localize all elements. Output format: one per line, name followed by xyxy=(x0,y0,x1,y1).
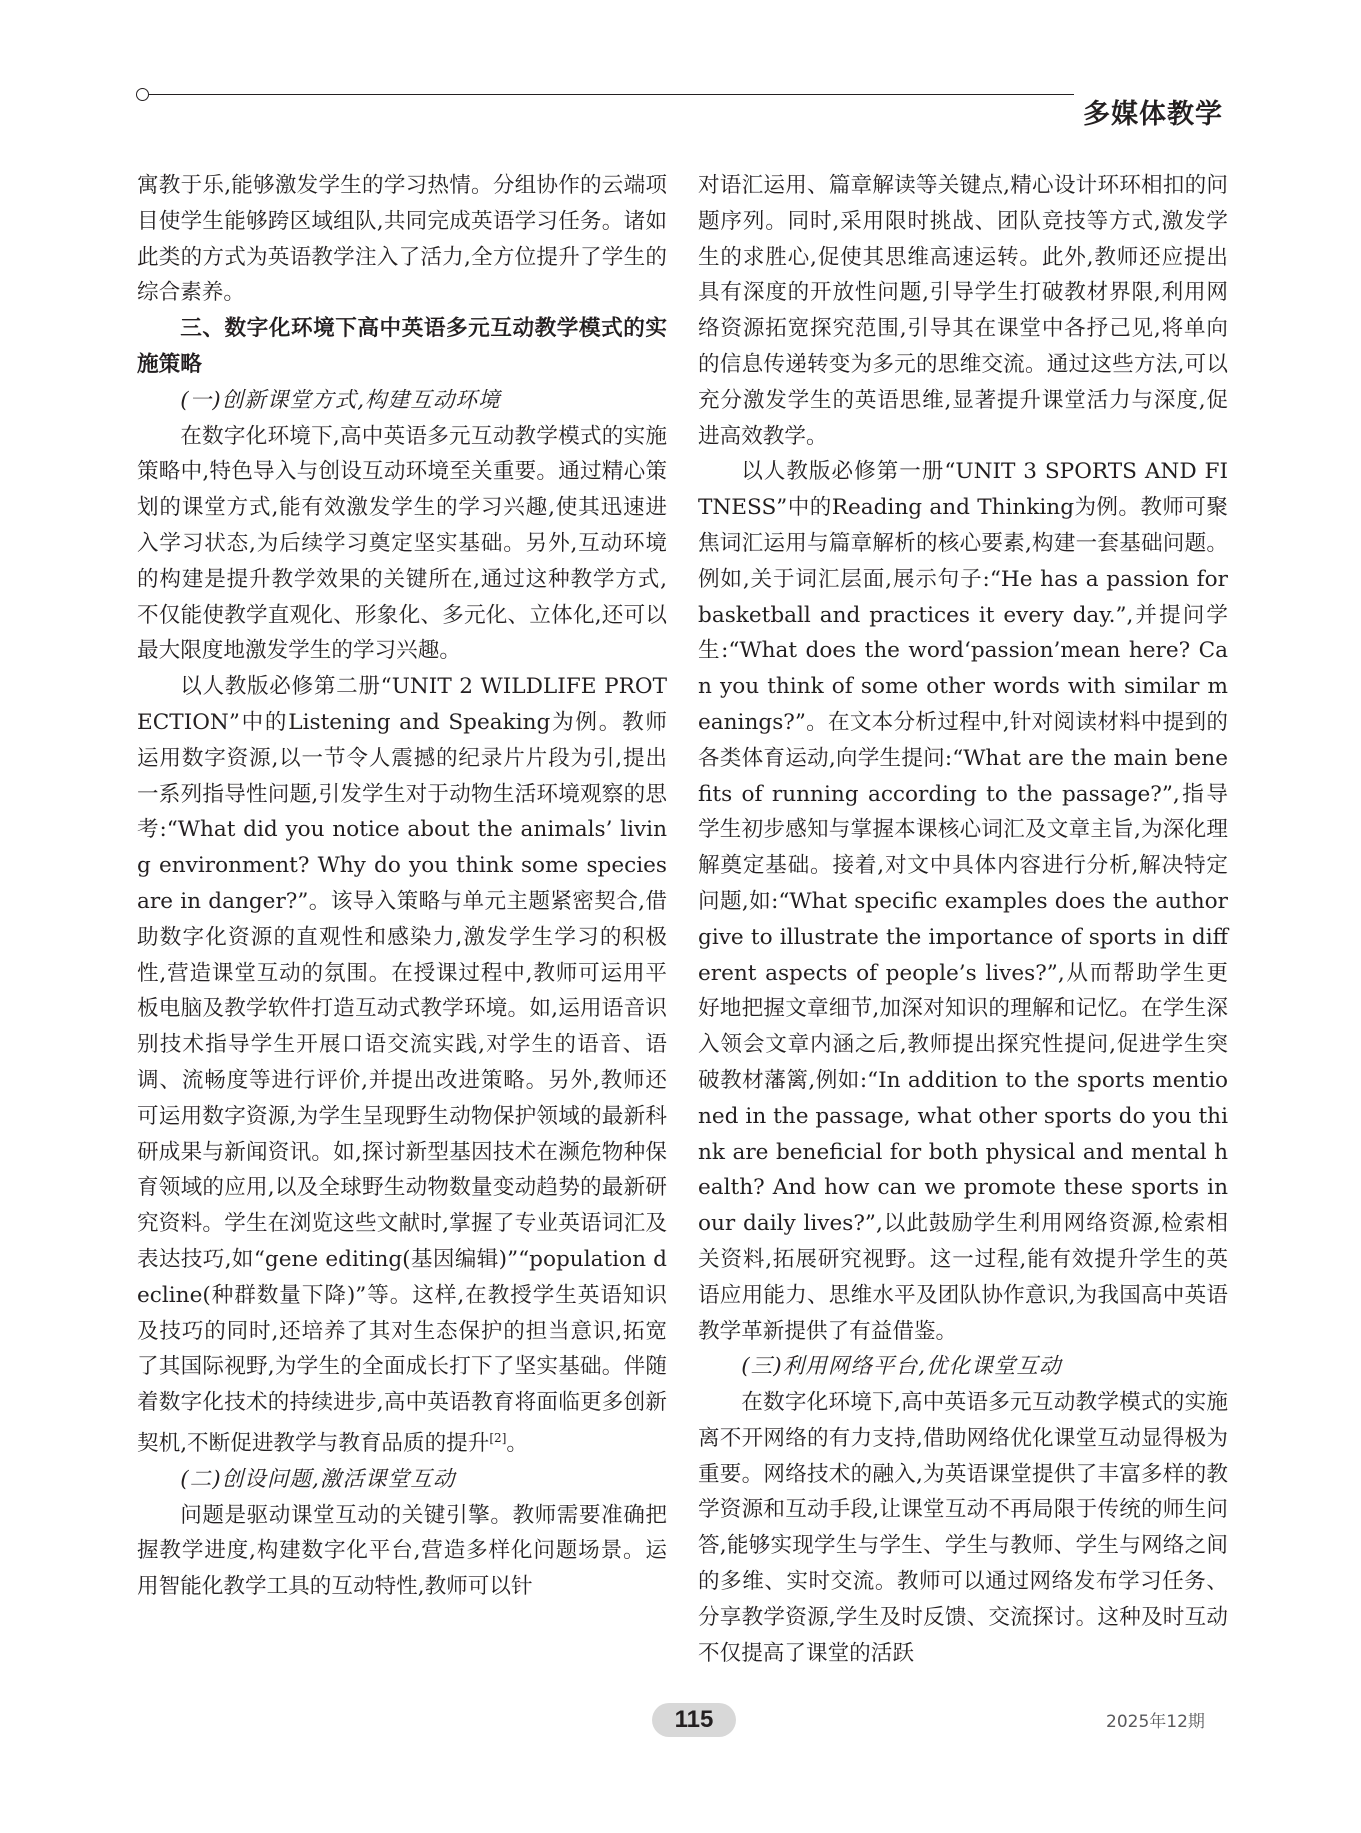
paragraph: 以人教版必修第一册“UNIT 3 SPORTS AND FITNESS”中的Reading and Thinking为例。教师可聚焦词汇运用与篇章解析的核心要素,构建一套基础问题。例如,关于词汇层面,展示句子:“He has a passion for basketball and practices it every day.”,并提问学生:“What does the word‘passion’mean here? Can you think of some other words with similar meanings?”。在文本分析过程中,针对阅读材料中提到的各类体育运动,向学生提问:“What are the main benefits of running according to the passage?”,指导学生初步感知与掌握本课核心词汇及文章主旨,为深化理解奠定基础。接着,对文中具体内容进行分析,解决特定问题,如:“What specific examples does the author give to illustrate the importance of sports in different aspects of people’s lives?”,从而帮助学生更好地把握文章细节,加深对知识的理解和记忆。在学生深入领会文章内涵之后,教师提出探究性提问,促进学生突破教材藩篱,例如:“In addition to the sports mentioned in the passage, what other sports do you think are beneficial for both physical and mental health? And how can we promote these sports in our daily lives?”,以此鼓励学生利用网络资源,检索相关资料,拓展研究视野。这一过程,能有效提升学生的英语应用能力、思维水平及团队协作意识,为我国高中英语教学革新提供了有益借鉴。 xyxy=(698,459,1228,1344)
section-heading: 三、数字化环境下高中英语多元互动教学模式的实施策略 xyxy=(137,316,667,377)
paragraph: 问题是驱动课堂互动的关键引擎。教师需要准确把握教学进度,构建数字化平台,营造多样化问题场景。运用智能化教学工具的互动特性,教师可以针 xyxy=(137,1502,667,1600)
paragraph-tail: 。 xyxy=(506,1431,528,1457)
subsection-heading: (三)利用网络平台,优化课堂互动 xyxy=(741,1354,1062,1380)
paragraph: 寓教于乐,能够激发学生的学习热情。分组协作的云端项目使学生能够跨区域组队,共同完成英语学习任务。诸如此类的方式为英语教学注入了活力,全方位提升了学生的综合素养。 xyxy=(137,173,667,306)
subsection-heading: (二)创设问题,激活课堂互动 xyxy=(180,1466,456,1492)
paragraph-text: 以人教版必修第二册“UNIT 2 WILDLIFE PROTECTION”中的Listening and Speaking为例。教师运用数字资源,以一节令人震撼的纪录片片段为引,提出一系列指导性问题,引发学生对于动物生活环境观察的思考:“What did you notice about the animals’ living environment? Why do you think some species are in danger?”。该导入策略与单元主题紧密契合,借助数字化资源的直观性和感染力,激发学生学习的积极性,营造课堂互动的氛围。在授课过程中,教师可运用平板电脑及教学软件打造互动式教学环境。如,运用语音识别技术指导学生开展口语交流实践,对学生的语音、语调、流畅度等进行评价,并提出改进策略。另外,教师还可运用数字资源,为学生呈现野生动物保护领域的最新科研成果与新闻资讯。如,探讨新型基因技术在濒危物种保育领域的应用,以及全球野生动物数量变动趋势的最新研究资料。学生在浏览这些文献时,掌握了专业英语词汇及表达技巧,如“gene editing(基因编辑)”“population decline(种群数量下降)”等。这样,在教授学生英语知识及技巧的同时,还培养了其对生态保护的担当意识,拓宽了其国际视野,为学生的全面成长打下了坚实基础。伴随着数字化技术的持续进步,高中英语教育将面临更多创新契机,不断促进教学与教育品质的提升 xyxy=(137,674,667,1457)
header-circle-ornament xyxy=(136,88,149,101)
subsection-heading: (一)创新课堂方式,构建互动环境 xyxy=(180,387,501,413)
right-text-column xyxy=(698,168,1228,1671)
running-header-title: 多媒体教学 xyxy=(1083,99,1223,130)
paragraph: 对语汇运用、篇章解读等关键点,精心设计环环相扣的问题序列。同时,采用限时挑战、团队竞技等方式,激发学生的求胜心,促使其思维高速运转。此外,教师还应提出具有深度的开放性问题,引导学生打破教材界限,利用网络资源拓宽探究范围,引导其在课堂中各抒己见,将单向的信息传递转变为多元的思维交流。通过这些方法,可以充分激发学生的英语思维,显著提升课堂活力与深度,促进高效教学。 xyxy=(698,173,1228,449)
citation-mark[interactable]: [2] xyxy=(489,1430,507,1445)
issue-label: 2025年12期 xyxy=(1106,1712,1205,1732)
paragraph xyxy=(137,669,667,1462)
paragraph: 在数字化环境下,高中英语多元互动教学模式的实施离不开网络的有力支持,借助网络优化课堂互动显得极为重要。网络技术的融入,为英语课堂提供了丰富多样的教学资源和互动手段,让课堂互动不再局限于传统的师生问答,能够实现学生与学生、学生与教师、学生与网络之间的多维、实时交流。教师可以通过网络发布学习任务、分享教学资源,学生及时反馈、交流探讨。这种及时互动不仅提高了课堂的活跃 xyxy=(698,1390,1228,1666)
left-text-column xyxy=(137,168,667,1605)
page-number-badge: 115 xyxy=(652,1703,736,1737)
paragraph: 在数字化环境下,高中英语多元互动教学模式的实施策略中,特色导入与创设互动环境至关重要。通过精心策划的课堂方式,能有效激发学生的学习兴趣,使其迅速进入学习状态,为后续学习奠定坚实基础。另外,互动环境的构建是提升教学效果的关键所在,通过这种教学方式,不仅能使教学直观化、形象化、多元化、立体化,还可以最大限度地激发学生的学习兴趣。 xyxy=(137,423,667,664)
header-rule xyxy=(149,94,1074,95)
